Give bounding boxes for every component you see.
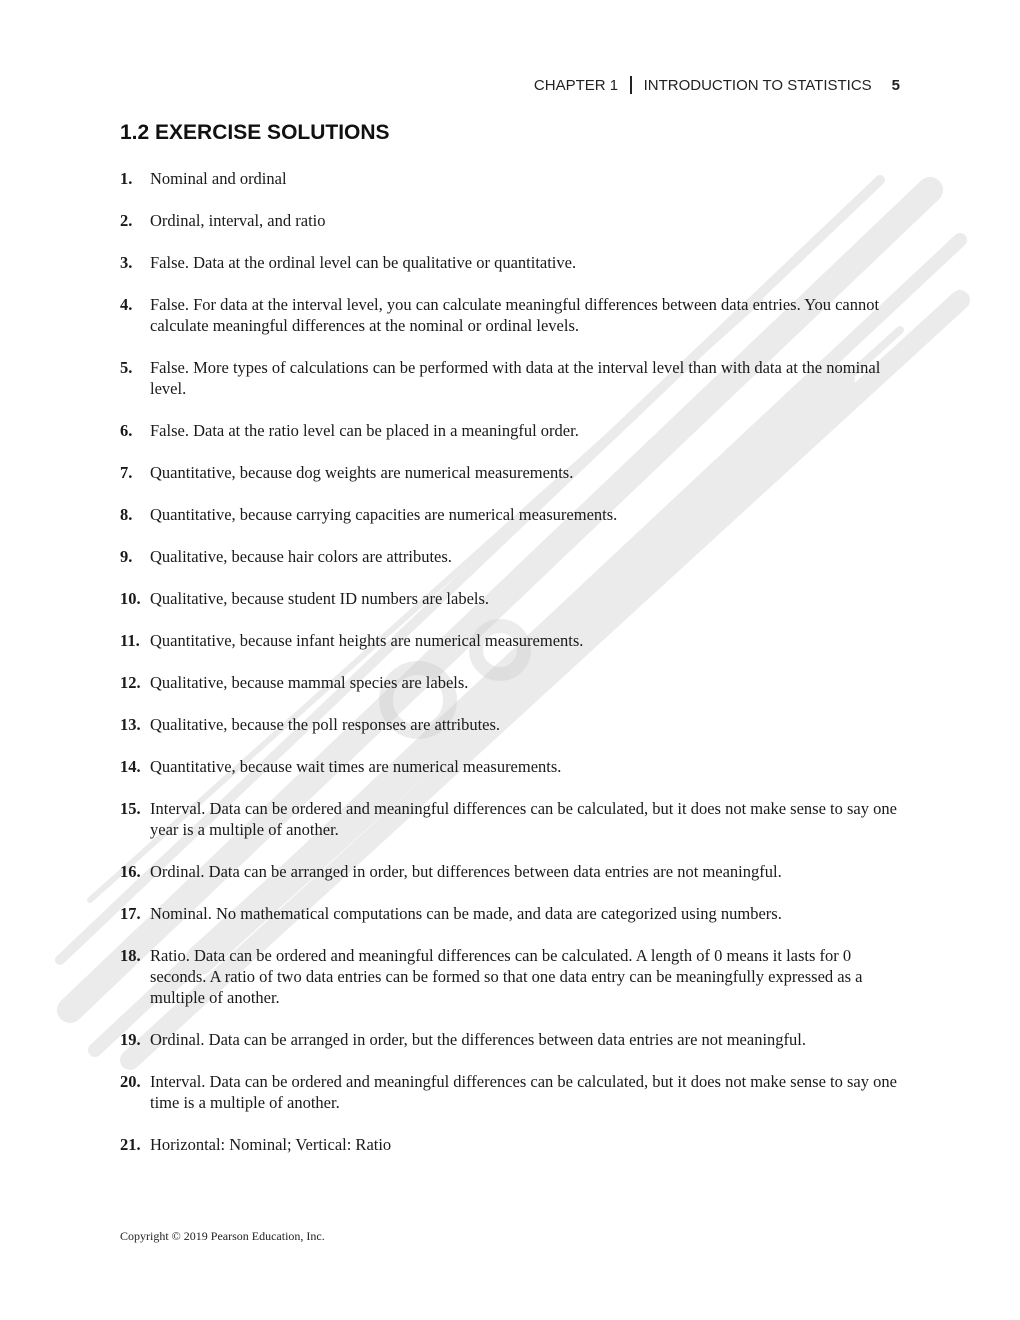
solution-text: Interval. Data can be ordered and meaningful differences can be calculated, but it does not make sense to say one time is a multiple of another. <box>150 1072 897 1112</box>
solution-text: Ordinal. Data can be arranged in order, but the differences between data entries are not meaningful. <box>150 1030 806 1049</box>
solution-item <box>120 588 910 609</box>
solution-item <box>120 252 910 273</box>
solution-item <box>120 294 910 336</box>
solution-item <box>120 1071 910 1113</box>
solution-text: Ordinal, interval, and ratio <box>150 211 326 230</box>
solution-text: False. Data at the ratio level can be placed in a meaningful order. <box>150 421 579 440</box>
solution-number: 8. <box>120 505 133 524</box>
solution-item <box>120 210 910 231</box>
solution-text: Quantitative, because infant heights are numerical measurements. <box>150 631 584 650</box>
header-divider <box>630 76 632 94</box>
solution-item <box>120 357 910 399</box>
solution-number: 12. <box>120 673 141 692</box>
page-number: 5 <box>891 76 900 94</box>
solution-text: Qualitative, because hair colors are attributes. <box>150 547 452 566</box>
solution-item <box>120 504 910 525</box>
solution-text: Qualitative, because mammal species are labels. <box>150 673 469 692</box>
solution-item <box>120 630 910 651</box>
solutions-list <box>120 168 910 1176</box>
solution-number: 18. <box>120 946 141 965</box>
solution-text: Horizontal: Nominal; Vertical: Ratio <box>150 1135 392 1154</box>
solution-number: 1. <box>120 169 133 188</box>
solution-item <box>120 756 910 777</box>
chapter-title: INTRODUCTION TO STATISTICS <box>643 76 872 94</box>
solution-number: 6. <box>120 421 133 440</box>
solution-number: 21. <box>120 1135 141 1154</box>
solution-text: Quantitative, because carrying capacities are numerical measurements. <box>150 505 618 524</box>
solution-item <box>120 903 910 924</box>
solution-item <box>120 714 910 735</box>
solution-item <box>120 798 910 840</box>
chapter-label: CHAPTER 1 <box>533 76 619 94</box>
solution-number: 4. <box>120 295 133 314</box>
solution-number: 10. <box>120 589 141 608</box>
solution-text: Ordinal. Data can be arranged in order, but differences between data entries are not meaningful. <box>150 862 782 881</box>
solution-item <box>120 546 910 567</box>
section-title: 1.2 EXERCISE SOLUTIONS <box>120 121 390 144</box>
solution-number: 5. <box>120 358 133 377</box>
solution-text: Nominal. No mathematical computations can be made, and data are categorized using numbers. <box>150 904 782 923</box>
solution-number: 2. <box>120 211 133 230</box>
solution-text: Interval. Data can be ordered and meaningful differences can be calculated, but it does not make sense to say one year is a multiple of another. <box>150 799 897 839</box>
solution-number: 20. <box>120 1072 141 1091</box>
solution-item <box>120 168 910 189</box>
solution-item <box>120 1029 910 1050</box>
solution-item <box>120 1134 910 1155</box>
solution-item <box>120 945 910 1008</box>
solution-text: False. More types of calculations can be performed with data at the interval level than with data at the nominal level. <box>150 358 881 398</box>
solution-text: Quantitative, because wait times are numerical measurements. <box>150 757 562 776</box>
solution-number: 15. <box>120 799 141 818</box>
solution-item <box>120 672 910 693</box>
solution-text: False. Data at the ordinal level can be qualitative or quantitative. <box>150 253 577 272</box>
copyright-footer: Copyright © 2019 Pearson Education, Inc. <box>120 1229 325 1243</box>
solution-item <box>120 462 910 483</box>
solution-number: 17. <box>120 904 141 923</box>
solution-number: 7. <box>120 463 133 482</box>
solution-number: 16. <box>120 862 141 881</box>
solution-text: False. For data at the interval level, you can calculate meaningful differences between data entries. You cannot calculate meaningful differences at the nominal or ordinal levels. <box>150 295 880 335</box>
solution-text: Qualitative, because student ID numbers are labels. <box>150 589 490 608</box>
running-header <box>534 76 900 94</box>
solution-text: Ratio. Data can be ordered and meaningful differences can be calculated. A length of 0 means it lasts for 0 seconds. A ratio of two data entries can be formed so that one data entry can be meaningfully expressed as a multiple of another. <box>150 946 863 1007</box>
solution-item <box>120 861 910 882</box>
solution-number: 13. <box>120 715 141 734</box>
solution-text: Quantitative, because dog weights are numerical measurements. <box>150 463 574 482</box>
solution-number: 14. <box>120 757 141 776</box>
solution-number: 11. <box>120 631 140 650</box>
solution-text: Nominal and ordinal <box>150 169 287 188</box>
solution-item <box>120 420 910 441</box>
solution-number: 9. <box>120 547 133 566</box>
solution-number: 19. <box>120 1030 141 1049</box>
solution-text: Qualitative, because the poll responses are attributes. <box>150 715 501 734</box>
solution-number: 3. <box>120 253 133 272</box>
